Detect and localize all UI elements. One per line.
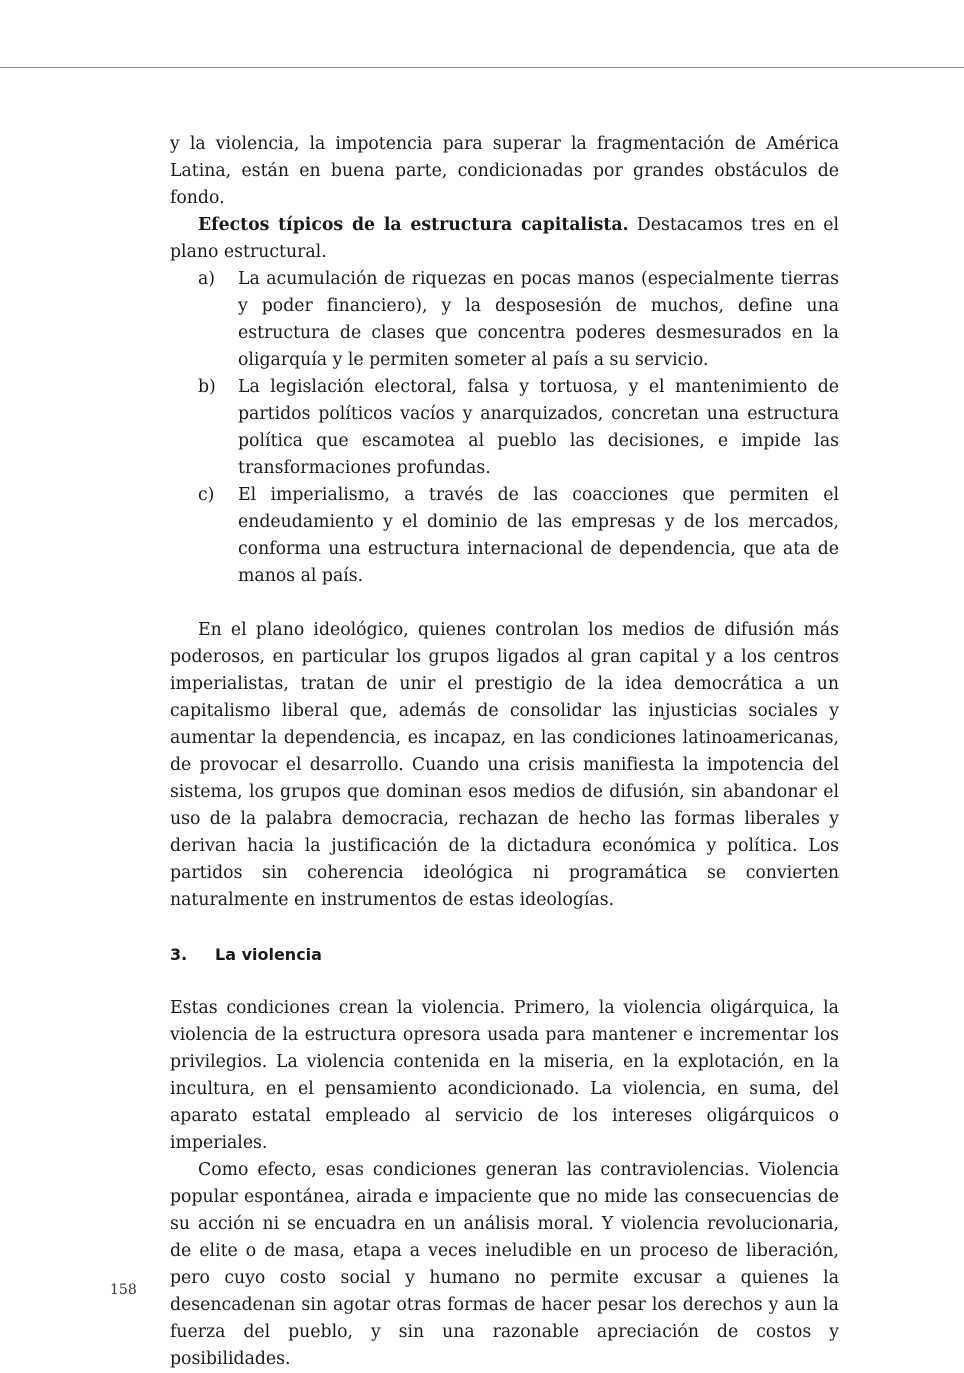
list-marker: b) [198, 377, 216, 397]
paragraph-counter-violence: Como efecto, esas condiciones generan las contraviolencias. Violencia popular espontánea, airada e impaciente que no mide las consecuencias de su acción ni se encuadra en un análisis moral. Y violencia revolucionaria, de elite o de masa, etapa a veces ineludible en un proceso de liberación, pero cuyo costo social y humano no permite excusar a quienes la desencadenan sin agotar otras formas de hacer pesar los derechos y aun la fuerza del pueblo, y sin una razonable apreciación de costos y posibilidades. [170, 1160, 839, 1369]
list-item-text: La acumulación de riquezas en pocas manos (especialmente tierras y poder financiero), y la desposesión de muchos, define una estructura de clases que concentra poderes desmesurados en la oligarquía y le permiten someter al país a su servicio. [238, 269, 839, 370]
page-body [170, 131, 839, 1373]
list-item-text: La legislación electoral, falsa y tortuosa, y el mantenimiento de partidos políticos vacíos y anarquizados, concretan una estructura política que escamotea al pueblo las decisiones, e impide las transformaciones profundas. [238, 377, 839, 478]
section-title: La violencia [215, 945, 322, 964]
list-marker: c) [198, 485, 215, 505]
list-marker: a) [198, 269, 216, 289]
spacer [170, 914, 839, 941]
paragraph-ideological-plane: En el plano ideológico, quienes controlan los medios de difusión más poderosos, en particular los grupos ligados al gran capital y a los centros imperialistas, tratan de unir el prestigio de la idea democrática a un capitalismo liberal que, además de consolidar las injusticias sociales y aumentar la dependencia, es incapaz, en las condiciones latinoamericanas, de provocar el desarrollo. Cuando una crisis manifiesta la impotencia del sistema, los grupos que dominan esos medios de difusión, sin abandonar el uso de la palabra democracia, rechazan de hecho las formas liberales y derivan hacia la justificación de la dictadura económica y política. Los partidos sin coherencia ideológica ni programática se convierten naturalmente en instrumentos de estas ideologías. [170, 620, 839, 910]
list-item [170, 482, 839, 590]
header-rule [0, 67, 964, 68]
paragraph-lead-text: Destacamos tres en el plano estructural. [170, 215, 839, 262]
page-number: 158 [110, 1282, 137, 1298]
list-item [170, 374, 839, 482]
spacer [170, 590, 839, 617]
section-number: 3. [170, 945, 188, 964]
paragraph-violence-conditions: Estas condiciones crean la violencia. Primero, la violencia oligárquica, la violencia de la estructura opresora usada para mantener e incrementar los privilegios. La violencia contenida en la miseria, en la explotación, en la incultura, en el pensamiento acondicionado. La violencia, en suma, del aparato estatal empleado al servicio de los intereses oligárquicos o imperiales. [170, 998, 839, 1153]
effects-list [170, 266, 839, 590]
list-item [170, 266, 839, 374]
section-heading [170, 941, 839, 968]
paragraph-continuation: y la violencia, la impotencia para superar la fragmentación de América Latina, están en buena parte, condicionadas por grandes obstáculos de fondo. [170, 134, 839, 208]
spacer [170, 968, 839, 995]
paragraph-capitalist-effects [170, 212, 839, 266]
paragraph-lead-heading: Efectos típicos de la estructura capitalista. [198, 215, 629, 235]
list-item-text: El imperialismo, a través de las coacciones que permiten el endeudamiento y el dominio de las empresas y de los mercados, conforma una estructura internacional de dependencia, que ata de manos al país. [238, 485, 839, 586]
